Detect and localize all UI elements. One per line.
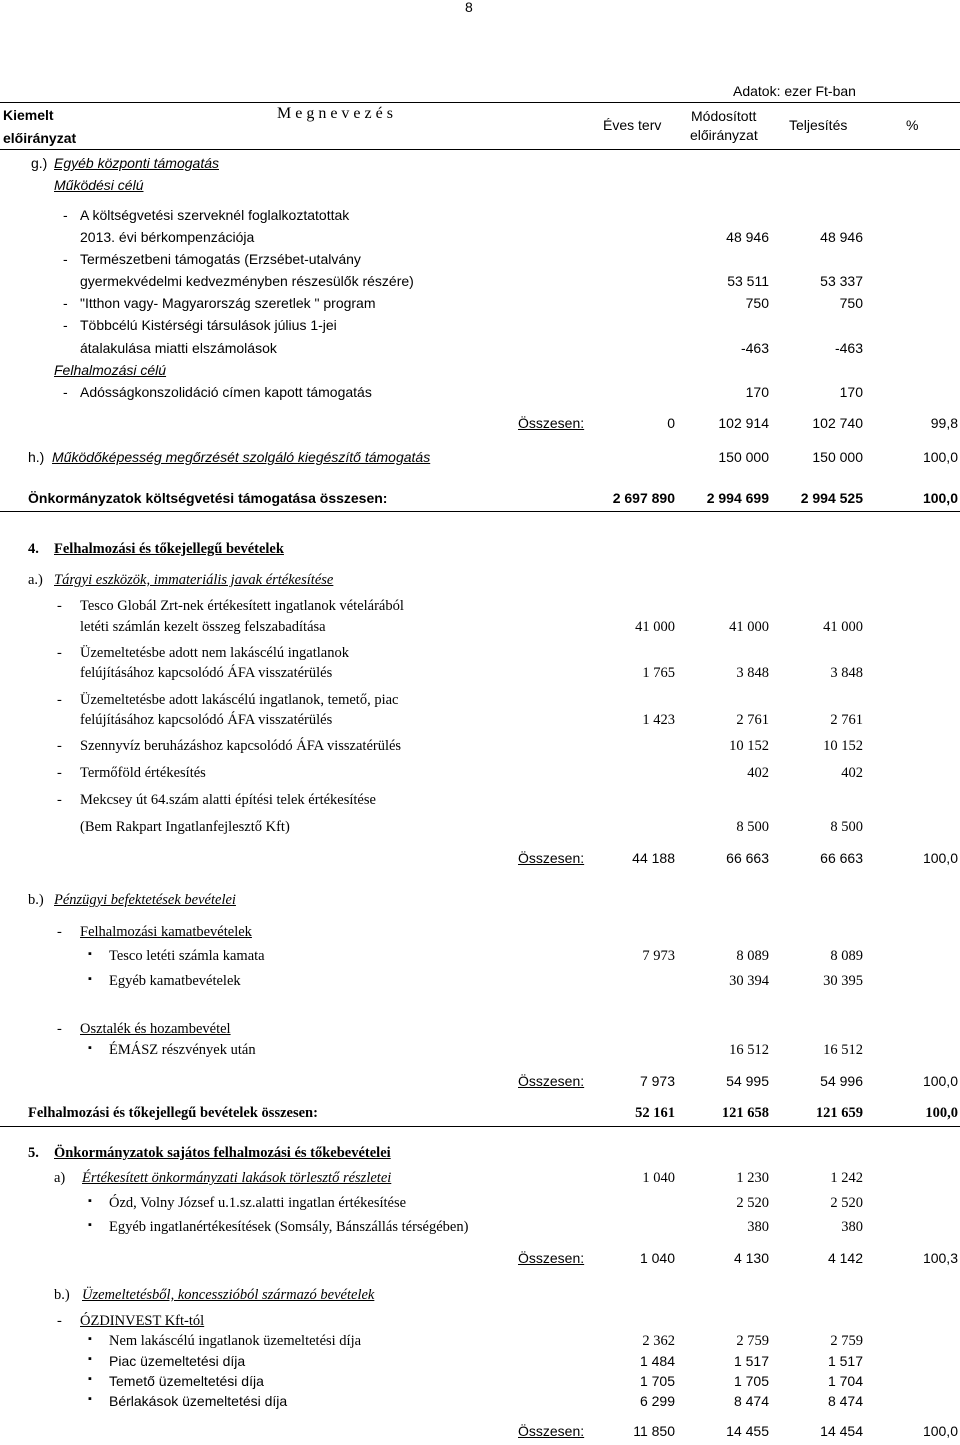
bullet-icon: ▪ [88,1353,92,1365]
col-pct-header: % [906,117,919,133]
cell-teljesites: 10 152 [823,738,863,754]
list-dash: - [63,207,68,223]
section-4-title: Felhalmozási és tőkejellegű bevételek [54,541,284,557]
section-5-title: Önkormányzatok sajátos felhalmozási és tőkebevételei [54,1145,391,1161]
list-dash: - [57,598,62,614]
cell-teljesites: 48 946 [820,229,863,245]
cell-pct: 100,0 [922,449,958,465]
cell-modositott: 66 663 [726,850,769,866]
section-g-sub-felhalmozasi: Felhalmozási célú [54,362,167,378]
list-item-text: Bérlakások üzemeltetési díja [109,1393,288,1409]
cell-teljesites: 1 242 [830,1170,863,1186]
section-g-label: g.) [31,155,48,171]
list-item-text: felújításához kapcsolódó ÁFA visszatérülés [80,712,333,728]
cell-eves: 1 040 [639,1250,675,1266]
list-item-text: 2013. évi bérkompenzációja [80,229,255,245]
list-dash: - [63,317,68,333]
list-item-text: felújításához kapcsolódó ÁFA visszatérülés [80,665,333,681]
cell-pct: 100,0 [922,850,958,866]
bullet-icon: ▪ [88,1393,92,1405]
subtotal-label: Összesen: [518,1073,585,1089]
list-item-text: (Bem Rakpart Ingatlanfejlesztő Kft) [80,819,290,835]
cell-teljesites: 16 512 [823,1042,863,1058]
cell-teljesites: 14 454 [820,1423,863,1439]
section-5a-label: a) [54,1170,66,1186]
cell-pct: 100,0 [925,1105,958,1121]
list-dash: - [57,692,62,708]
cell-modositott: 1 230 [736,1170,769,1186]
cell-modositott: 48 946 [726,229,769,245]
col-kiemelt-header: Kiemelt [3,107,54,123]
cell-modositott: 150 000 [718,449,769,465]
cell-modositott: 8 474 [733,1393,769,1409]
units-note: Adatok: ezer Ft-ban [733,83,856,99]
list-item-text: "Itthon vagy- Magyarország szeretlek " program [80,295,376,311]
cell-modositott: 30 394 [729,973,769,989]
section-4-number: 4. [28,541,39,557]
cell-teljesites: 3 848 [830,665,863,681]
bullet-icon: ▪ [88,1333,92,1345]
cell-modositott: 121 658 [721,1105,769,1121]
onkorm-total-label: Önkormányzatok költségvetési támogatása összesen: [28,490,388,506]
bullet-icon: ▪ [88,973,92,985]
cell-modositott: 3 848 [736,665,769,681]
header-bottom-rule [0,149,960,150]
bullet-icon: ▪ [88,1195,92,1207]
list-item-text: letéti számlán kezelt összeg felszabadítása [80,619,326,635]
cell-eves: 11 850 [633,1423,675,1439]
subtotal-label: Összesen: [518,1423,585,1439]
cell-modositott: 2 994 699 [706,490,769,506]
cell-teljesites: 4 142 [827,1250,863,1266]
list-item-text: Temető üzemeltetési díja [109,1373,264,1389]
header-top-rule [0,102,960,103]
list-item-text: Egyéb kamatbevételek [109,973,241,989]
subtotal-label: Összesen: [518,1250,585,1266]
section-4-grand-total-label: Felhalmozási és tőkejellegű bevételek összesen: [28,1105,318,1121]
col-modositott-header: Módosított [691,108,757,124]
cell-modositott: 8 089 [736,948,769,964]
cell-modositott: 14 455 [726,1423,769,1439]
subtotal-label: Összesen: [518,415,585,431]
cell-eves: 1 484 [639,1353,675,1369]
col-kiemelt-header-2: előirányzat [3,130,77,146]
cell-modositott: 10 152 [729,738,769,754]
cell-eves: 0 [667,415,675,431]
section-4a-title: Tárgyi eszközök, immateriális javak értékesítése [54,572,334,588]
cell-eves: 1 040 [642,1170,675,1186]
cell-modositott: 750 [745,295,769,311]
list-item-text: Üzemeltetésbe adott lakáscélú ingatlanok, temető, piac [80,692,399,708]
cell-modositott: 380 [747,1219,769,1235]
cell-pct: 100,3 [922,1250,958,1266]
cell-eves: 44 188 [632,850,675,866]
section-4b-title: Pénzügyi befektetések bevételei [54,892,236,908]
section-g-sub-mukodesi: Működési célú [54,177,144,193]
section-4b-label: b.) [28,892,44,908]
list-dash: - [57,792,62,808]
col-eves-terv-header: Éves terv [603,117,662,133]
cell-eves: 2 697 890 [612,490,675,506]
cell-modositott: 170 [745,384,769,400]
list-item-text: Piac üzemeltetési díja [109,1353,246,1369]
cell-eves: 7 973 [639,1073,675,1089]
list-item-text: Többcélú Kistérségi társulások július 1-jei [80,317,337,333]
cell-modositott: 1 517 [733,1353,769,1369]
cell-teljesites: 2 520 [830,1195,863,1211]
cell-teljesites: 2 761 [830,712,863,728]
cell-pct: 100,0 [922,490,958,506]
cell-teljesites: 121 659 [815,1105,863,1121]
list-dash: - [57,765,62,781]
cell-teljesites: 380 [841,1219,863,1235]
cell-modositott: 16 512 [729,1042,769,1058]
section-5-number: 5. [28,1145,39,1161]
list-item-text: Termőföld értékesítés [80,765,206,781]
onkorm-total-rule [0,511,960,512]
cell-eves: 2 362 [642,1333,675,1349]
cell-modositott: 2 520 [736,1195,769,1211]
section-5b-label: b.) [54,1287,70,1303]
section-h-title: Működőképesség megőrzését szolgáló kiegészítő támogatás [52,449,431,465]
cell-teljesites: 2 994 525 [800,490,863,506]
list-item-text: Tesco Globál Zrt-nek értékesített ingatlanok vételárából [80,598,404,614]
cell-teljesites: 53 337 [820,273,863,289]
list-dash: - [57,1021,62,1037]
bullet-icon: ▪ [88,1373,92,1385]
subsection-osztalek: Osztalék és hozambevétel [80,1021,231,1037]
cell-teljesites: 1 517 [827,1353,863,1369]
list-item-text: Szennyvíz beruházáshoz kapcsolódó ÁFA visszatérülés [80,738,402,754]
col-megnevezes-header: M e g n e v e z é s [277,105,393,122]
cell-modositott: 8 500 [736,819,769,835]
cell-teljesites: 8 474 [827,1393,863,1409]
list-item-text: Mekcsey út 64.szám alatti építési telek értékesítése [80,792,376,808]
cell-pct: 100,0 [922,1423,958,1439]
cell-modositott: 102 914 [718,415,769,431]
cell-teljesites: 8 089 [830,948,863,964]
cell-modositott: 1 705 [733,1373,769,1389]
cell-modositott: 2 759 [736,1333,769,1349]
list-dash: - [63,295,68,311]
cell-teljesites: 750 [839,295,863,311]
list-item-text: Üzemeltetésbe adott nem lakáscélú ingatlanok [80,645,349,661]
list-dash: - [57,1313,62,1329]
list-item-text: Ózd, Volny József u.1.sz.alatti ingatlan értékesítése [109,1195,407,1211]
cell-teljesites: 102 740 [812,415,863,431]
cell-modositott: 54 995 [726,1073,769,1089]
cell-eves: 6 299 [639,1393,675,1409]
cell-eves: 1 705 [639,1373,675,1389]
cell-teljesites: 170 [839,384,863,400]
section-4a-label: a.) [28,572,43,588]
cell-teljesites: 2 759 [830,1333,863,1349]
cell-teljesites: -463 [834,340,863,356]
list-dash: - [63,251,68,267]
cell-eves: 41 000 [635,619,675,635]
list-item-text: ÉMÁSZ részvények után [109,1042,256,1058]
list-dash: - [57,645,62,661]
bullet-icon: ▪ [88,1219,92,1231]
section-h-label: h.) [28,449,45,465]
cell-pct: 100,0 [922,1073,958,1089]
cell-eves: 1 423 [642,712,675,728]
subsection-kamatbevetelek: Felhalmozási kamatbevételek [80,924,252,940]
section-5a-title: Értékesített önkormányzati lakások törlesztő részletei [82,1170,392,1186]
list-item-text: Tesco letéti számla kamata [109,948,265,964]
cell-eves: 1 765 [642,665,675,681]
section-4-total-rule [0,1126,960,1127]
bullet-icon: ▪ [88,948,92,960]
list-dash: - [57,738,62,754]
cell-teljesites: 8 500 [830,819,863,835]
list-item-text: Adósságkonszolidáció címen kapott támogatás [80,384,372,400]
subtotal-label: Összesen: [518,850,585,866]
list-item-text: A költségvetési szerveknél foglalkoztatottak [80,207,350,223]
list-dash: - [63,384,68,400]
page-number: 8 [465,0,473,15]
list-item-text: Természetbeni támogatás (Erzsébet-utalvány [80,251,361,267]
section-5b-title: Üzemeltetésből, koncesszióból származó bevételek [82,1287,375,1303]
cell-teljesites: 30 395 [823,973,863,989]
col-modositott-header-2: előirányzat [690,127,758,143]
list-item-text: gyermekvédelmi kedvezményben részesülők részére) [80,273,414,289]
cell-teljesites: 1 704 [827,1373,863,1389]
cell-teljesites: 66 663 [820,850,863,866]
cell-modositott: 41 000 [729,619,769,635]
list-item-text: Nem lakáscélú ingatlanok üzemeltetési díja [109,1333,362,1349]
list-item-text: Egyéb ingatlanértékesítések (Somsály, Bánszállás térségében) [109,1219,469,1235]
cell-teljesites: 402 [841,765,863,781]
list-dash: - [57,924,62,940]
col-teljesites-header: Teljesítés [789,117,848,133]
cell-modositott: 4 130 [733,1250,769,1266]
cell-modositott: -463 [740,340,769,356]
cell-teljesites: 150 000 [812,449,863,465]
cell-pct: 99,8 [930,415,958,431]
subsection-ozdinvest: ÓZDINVEST Kft-tól [80,1313,205,1329]
cell-eves: 7 973 [642,948,675,964]
cell-modositott: 402 [747,765,769,781]
cell-teljesites: 54 996 [820,1073,863,1089]
list-item-text: átalakulása miatti elszámolások [80,340,277,356]
cell-eves: 52 161 [635,1105,675,1121]
cell-teljesites: 41 000 [823,619,863,635]
cell-modositott: 53 511 [727,273,769,289]
section-g-title: Egyéb központi támogatás [54,155,219,171]
bullet-icon: ▪ [88,1042,92,1054]
cell-modositott: 2 761 [736,712,769,728]
